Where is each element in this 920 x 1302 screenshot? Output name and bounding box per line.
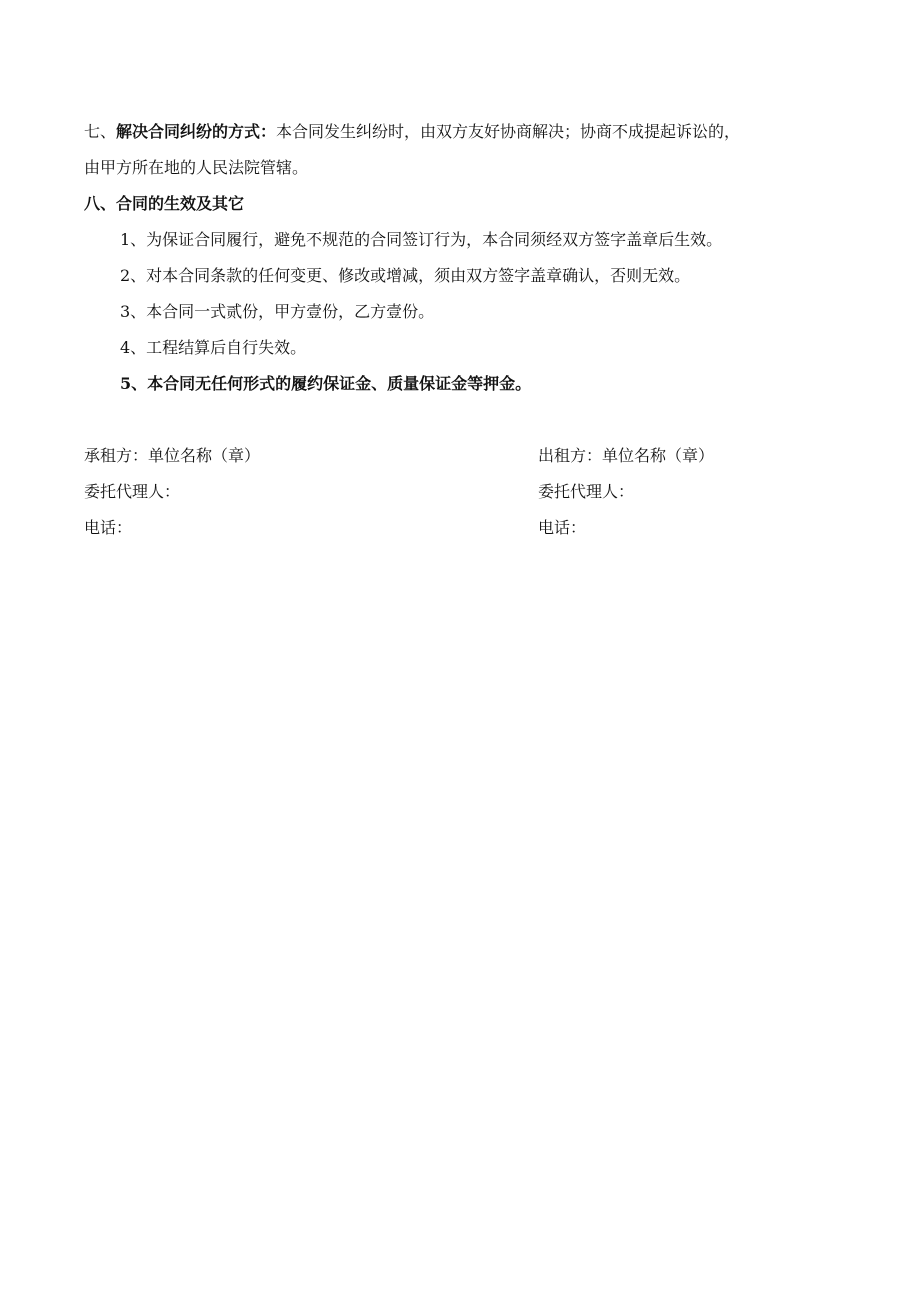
signature-row-phone xyxy=(84,510,844,546)
section8-item-5: 5、本合同无任何形式的履约保证金、质量保证金等押金。 xyxy=(120,374,532,393)
section8-item-1: 1、为保证合同履行，避免不规范的合同签订行为，本合同须经双方签字盖章后生效。 xyxy=(120,230,723,249)
section8-item-3: 3、本合同一式贰份，甲方壹份，乙方壹份。 xyxy=(120,302,435,321)
section7-text: 本合同发生纠纷时，由双方友好协商解决；协商不成提起诉讼的， xyxy=(276,122,741,141)
section8-item-4: 4、工程结算后自行失效。 xyxy=(120,338,307,357)
section7-heading: 解决合同纠纷的方式： xyxy=(116,122,277,141)
section7-line2: 由甲方所在地的人民法院管辖。 xyxy=(84,158,309,177)
lessee-agent: 委托代理人： xyxy=(84,482,181,501)
signature-row-unit xyxy=(84,438,844,474)
section8-heading: 八、合同的生效及其它 xyxy=(84,194,245,213)
section8-item-2: 2、对本合同条款的任何变更、修改或增减，须由双方签字盖章确认，否则无效。 xyxy=(120,266,691,285)
lessor-agent: 委托代理人： xyxy=(538,482,635,501)
spacer xyxy=(84,402,844,438)
signature-row-agent xyxy=(84,474,844,510)
lessee-unit: 承租方：单位名称（章） xyxy=(84,446,261,465)
contract-content xyxy=(84,114,844,546)
lessee-phone: 电话： xyxy=(84,518,133,537)
section7-line1 xyxy=(84,114,844,150)
section7-number: 七、 xyxy=(84,122,117,141)
lessor-unit: 出租方：单位名称（章） xyxy=(538,446,715,465)
lessor-phone: 电话： xyxy=(538,518,587,537)
